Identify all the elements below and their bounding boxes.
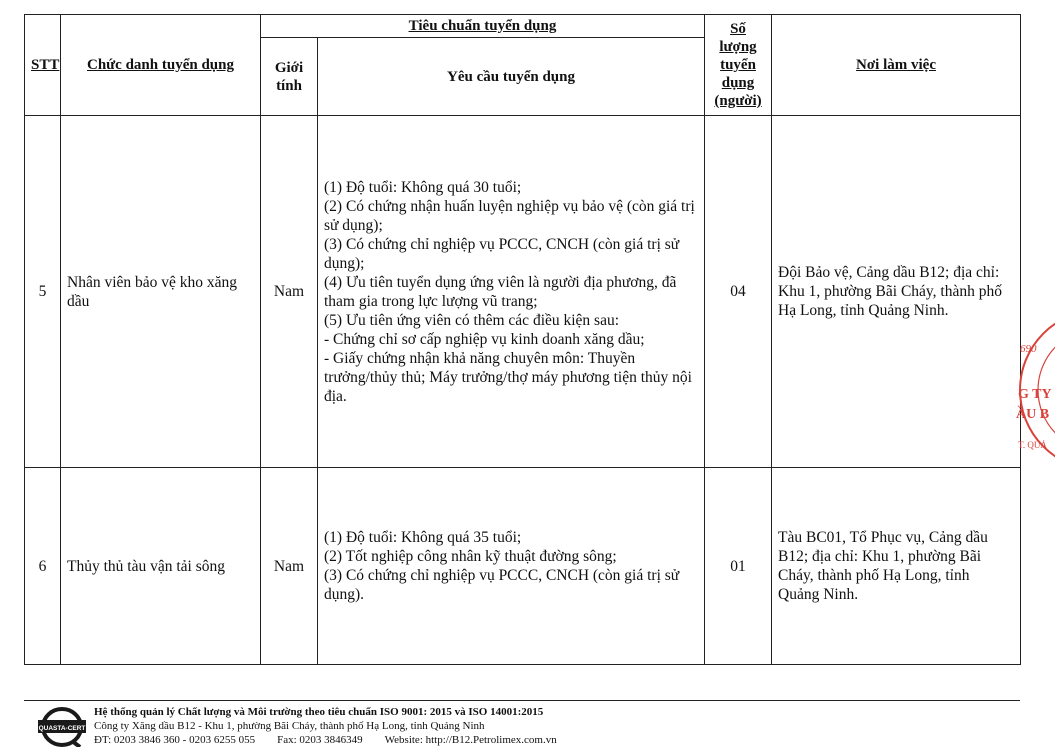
footer-contact xyxy=(94,733,557,747)
stamp-text-2: ẦU B xyxy=(1016,407,1050,422)
stamp-number: 690 xyxy=(1020,343,1037,355)
page-footer xyxy=(38,704,1018,750)
stamp-text-1: G TY xyxy=(1018,387,1052,402)
cell-quantity: 04 xyxy=(705,116,772,468)
header-quantity: Số lượng tuyển dụng (người) xyxy=(705,15,772,116)
footer-fax: Fax: 0203 3846349 xyxy=(277,734,363,746)
stamp-text-3: T. QUẢ xyxy=(1018,440,1047,450)
requirement-item: (5) Ưu tiên ứng viên có thêm các điều kiện sau: xyxy=(324,311,620,329)
table-header-row xyxy=(25,15,1021,38)
cell-quantity: 01 xyxy=(705,468,772,665)
requirement-item: (2) Tốt nghiệp công nhân kỹ thuật đường sông; xyxy=(324,548,617,565)
header-gender: Giới tính xyxy=(261,38,318,116)
header-location: Nơi làm việc xyxy=(772,15,1021,116)
certification-logo-icon xyxy=(38,707,86,747)
company-stamp xyxy=(1010,320,1055,460)
requirement-item: (1) Độ tuổi: Không quá 30 tuổi; xyxy=(324,178,522,196)
requirement-item: (1) Độ tuổi: Không quá 35 tuổi; xyxy=(324,529,522,546)
recruitment-table xyxy=(24,14,1021,665)
cell-gender: Nam xyxy=(261,116,318,468)
cell-requirements xyxy=(318,468,705,665)
requirement-item: - Chứng chỉ sơ cấp nghiệp vụ kinh doanh xăng dầu; xyxy=(324,330,645,348)
cell-job-title: Nhân viên bảo vệ kho xăng dầu xyxy=(61,116,261,468)
header-stt: STT xyxy=(25,15,61,116)
footer-text xyxy=(94,705,557,747)
quasta-cert-logo xyxy=(38,707,86,747)
logo-text: QUASTA-CERT xyxy=(38,725,86,732)
cell-location: Tàu BC01, Tổ Phục vụ, Cảng dầu B12; địa chỉ: Khu 1, phường Bãi Cháy, thành phố Hạ Long, tỉnh Quảng Ninh. xyxy=(772,468,1021,665)
requirement-item: (3) Có chứng chỉ nghiệp vụ PCCC, CNCH (còn giá trị sử dụng). xyxy=(324,567,680,603)
cell-stt: 6 xyxy=(25,468,61,665)
table-row xyxy=(25,468,1021,665)
table-row xyxy=(25,116,1021,468)
requirement-item: (2) Có chứng nhận huấn luyện nghiệp vụ bảo vệ (còn giá trị sử dụng); xyxy=(324,197,695,234)
cell-job-title: Thủy thủ tàu vận tải sông xyxy=(61,468,261,665)
cell-gender: Nam xyxy=(261,468,318,665)
footer-phone: ĐT: 0203 3846 360 - 0203 6255 055 xyxy=(94,734,256,746)
requirement-item: - Giấy chứng nhận khả năng chuyên môn: Thuyền trưởng/thủy thủ; Máy trưởng/thợ máy phương tiện thủy nội địa. xyxy=(324,349,692,405)
header-job-title: Chức danh tuyển dụng xyxy=(61,15,261,116)
header-requirements: Yêu cầu tuyển dụng xyxy=(318,38,705,116)
requirement-item: (3) Có chứng chỉ nghiệp vụ PCCC, CNCH (còn giá trị sử dụng); xyxy=(324,235,680,272)
footer-address: Công ty Xăng dầu B12 - Khu 1, phường Bãi Cháy, thành phố Hạ Long, tỉnh Quảng Ninh xyxy=(94,720,485,732)
header-criteria: Tiêu chuẩn tuyển dụng xyxy=(261,15,705,38)
footer-divider xyxy=(24,700,1020,701)
stamp-seal-icon xyxy=(1010,320,1055,460)
cell-stt: 5 xyxy=(25,116,61,468)
cell-location: Đội Bảo vệ, Cảng dầu B12; địa chỉ: Khu 1, phường Bãi Cháy, thành phố Hạ Long, tỉnh Quảng Ninh. xyxy=(772,116,1021,468)
cell-requirements xyxy=(318,116,705,468)
footer-website[interactable]: Website: http://B12.Petrolimex.com.vn xyxy=(384,734,557,746)
footer-title: Hệ thống quản lý Chất lượng và Môi trường theo tiêu chuẩn ISO 9001: 2015 và ISO 14001:2015 xyxy=(94,706,544,718)
requirement-item: (4) Ưu tiên tuyển dụng ứng viên là người địa phương, đã tham gia trong lực lượng vũ trang; xyxy=(324,273,677,310)
